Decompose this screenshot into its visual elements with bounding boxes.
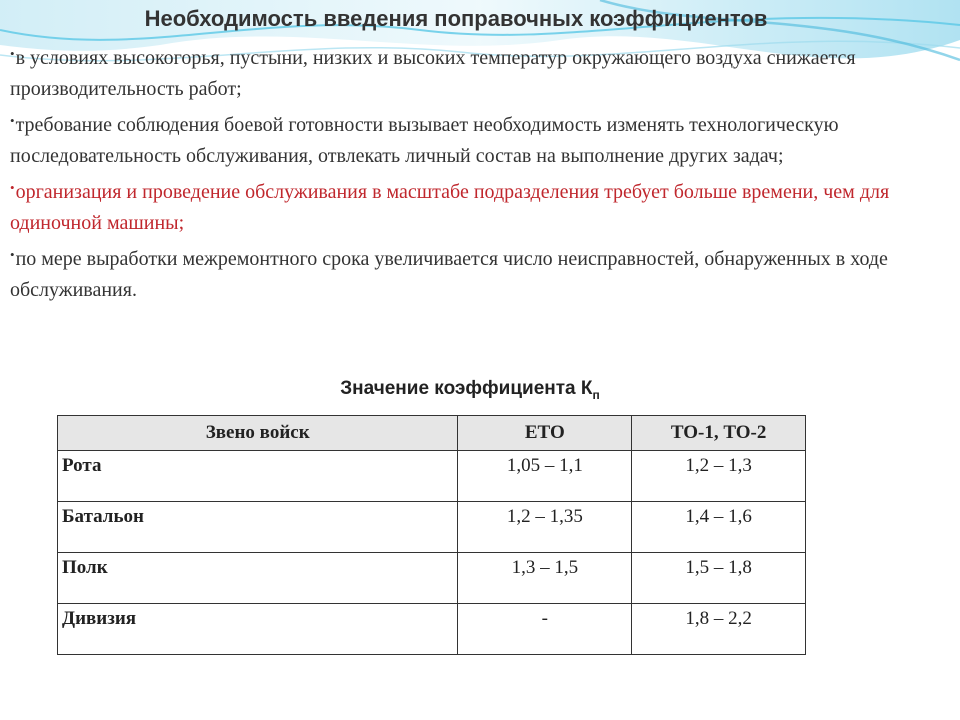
bullet-item: [10, 38, 945, 105]
header-eto: ЕТО: [458, 416, 632, 451]
table-row: [58, 502, 806, 553]
table-header-row: [58, 416, 806, 451]
table-caption-text: Значение коэффициента К: [340, 378, 593, 399]
header-to1-to2: ТО-1, ТО-2: [632, 416, 806, 451]
bullet-item-highlighted: [10, 172, 945, 239]
bullet-text: требование соблюдения боевой готовности вызывает необходимость изменять технологическую последовательность обслуживания, отвлекать личный состав на выполнение других задач;: [10, 114, 839, 167]
bullet-item: [10, 239, 945, 306]
table-row: [58, 604, 806, 655]
coefficient-table: [57, 415, 806, 655]
table-caption: [0, 378, 950, 402]
cell-eto: 1,2 – 1,35: [458, 502, 632, 553]
cell-unit: Дивизия: [58, 604, 458, 655]
bullet-marker: •: [10, 247, 15, 262]
cell-unit: Батальон: [58, 502, 458, 553]
cell-eto: 1,3 – 1,5: [458, 553, 632, 604]
cell-eto: 1,05 – 1,1: [458, 451, 632, 502]
cell-to: 1,8 – 2,2: [632, 604, 806, 655]
cell-to: 1,2 – 1,3: [632, 451, 806, 502]
bullet-list: [10, 38, 945, 306]
bullet-text: по мере выработки межремонтного срока увеличивается число неисправностей, обнаруженных в ходе обслуживания.: [10, 248, 888, 301]
bullet-marker: •: [10, 113, 15, 128]
table-row: [58, 451, 806, 502]
bullet-item: [10, 105, 945, 172]
bullet-text: в условиях высокогорья, пустыни, низких и высоких температур окружающего воздуха снижается производительность работ;: [10, 47, 856, 100]
cell-unit: Рота: [58, 451, 458, 502]
cell-eto: -: [458, 604, 632, 655]
cell-to: 1,4 – 1,6: [632, 502, 806, 553]
table-caption-subscript: п: [592, 388, 600, 402]
header-unit: Звено войск: [58, 416, 458, 451]
bullet-marker: •: [10, 180, 15, 195]
table-row: [58, 553, 806, 604]
slide-title: Необходимость введения поправочных коэффициентов: [144, 6, 768, 31]
cell-to: 1,5 – 1,8: [632, 553, 806, 604]
bullet-marker: •: [10, 46, 15, 61]
cell-unit: Полк: [58, 553, 458, 604]
bullet-text: организация и проведение обслуживания в масштабе подразделения требует больше времени, чем для одиночной машины;: [10, 181, 890, 234]
